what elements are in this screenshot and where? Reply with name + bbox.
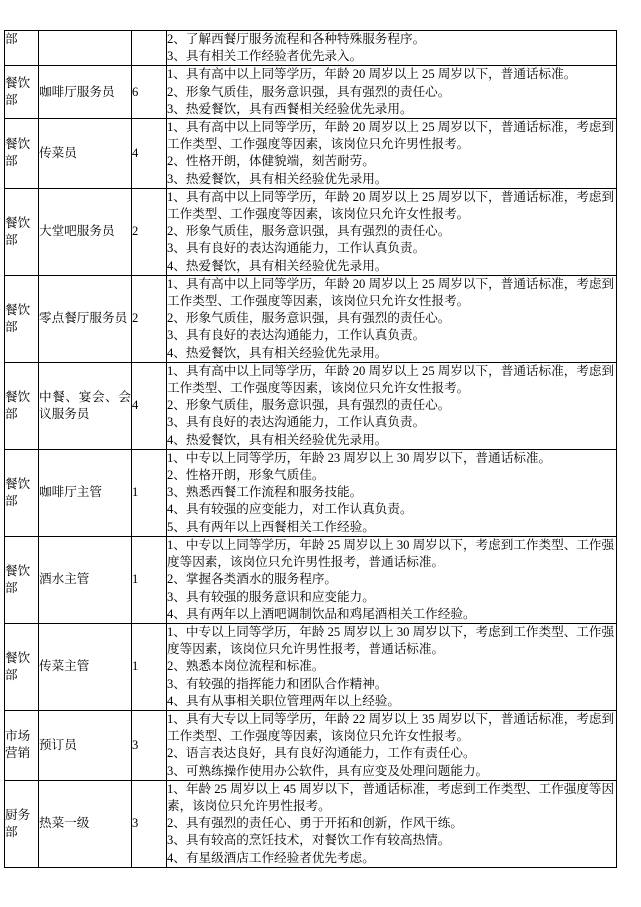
department-cell: 餐饮部 bbox=[5, 449, 39, 536]
department-cell: 餐饮部 bbox=[5, 362, 39, 449]
position-cell: 酒水主管 bbox=[39, 536, 132, 623]
position-cell: 大堂吧服务员 bbox=[39, 188, 132, 275]
department-cell: 餐饮部 bbox=[5, 275, 39, 362]
table-row bbox=[5, 623, 617, 710]
requirement-item: 4、热爱餐饮，具有相关经验优先录用。 bbox=[167, 345, 388, 360]
department-cell: 餐饮部 bbox=[5, 623, 39, 710]
requirements-cell bbox=[167, 536, 617, 623]
requirement-item: 4、有星级酒店工作经验者优先考虑。 bbox=[167, 850, 375, 865]
requirement-item: 3、热爱餐饮，具有相关经验优先录用。 bbox=[167, 171, 388, 186]
requirements-cell bbox=[167, 188, 617, 275]
requirement-item: 1、具有高中以上同等学历，年龄 20 周岁以上 25 周岁以下，普通话标准，考虑到工作类型、工作强度等因素，该岗位只允许女性报考。 bbox=[167, 363, 615, 396]
requirement-item: 4、具有从事相关职位管理两年以上经验。 bbox=[167, 693, 400, 708]
requirement-item: 5、具有两年以上西餐相关工作经验。 bbox=[167, 519, 375, 534]
position-cell: 预订员 bbox=[39, 710, 132, 780]
job-requirements-table bbox=[4, 30, 617, 868]
requirement-item: 2、形象气质佳，服务意识强，具有强烈的责任心。 bbox=[167, 84, 451, 99]
headcount-cell: 6 bbox=[132, 66, 167, 119]
table-row bbox=[5, 536, 617, 623]
requirements-cell bbox=[167, 362, 617, 449]
requirements-cell bbox=[167, 780, 617, 867]
table-row bbox=[5, 188, 617, 275]
position-cell: 咖啡厅服务员 bbox=[39, 66, 132, 119]
headcount-cell bbox=[132, 31, 167, 66]
position-cell: 中餐、宴会、会议服务员 bbox=[39, 362, 132, 449]
table-row bbox=[5, 119, 617, 189]
requirement-item: 4、热爱餐饮，具有相关经验优先录用。 bbox=[167, 432, 388, 447]
requirement-item: 2、熟悉本岗位流程和标准。 bbox=[167, 659, 325, 674]
requirement-item: 3、具有较高的烹饪技术，对餐饮工作有较高热情。 bbox=[167, 833, 451, 848]
requirement-item: 1、年龄 25 周岁以上 45 周岁以下，普通话标准，考虑到工作类型、工作强度等因素，该岗位只允许男性报考。 bbox=[167, 781, 615, 813]
requirements-cell bbox=[167, 66, 617, 119]
department-cell: 市场营销 bbox=[5, 710, 39, 780]
requirement-item: 2、形象气质佳，服务意识强，具有强烈的责任心。 bbox=[167, 398, 451, 413]
requirements-cell bbox=[167, 710, 617, 780]
headcount-cell: 2 bbox=[132, 188, 167, 275]
headcount-cell: 3 bbox=[132, 780, 167, 867]
requirement-item: 2、形象气质佳，服务意识强，具有强烈的责任心。 bbox=[167, 224, 451, 239]
requirement-item: 3、具有良好的表达沟通能力，工作认真负责。 bbox=[167, 415, 426, 430]
requirement-item: 1、具有高中以上同等学历，年龄 20 周岁以上 25 周岁以下，普通话标准。 bbox=[167, 67, 577, 82]
requirement-item: 3、具有良好的表达沟通能力，工作认真负责。 bbox=[167, 241, 426, 256]
department-cell: 餐饮部 bbox=[5, 536, 39, 623]
requirement-item: 1、中专以上同等学历，年龄 25 周岁以上 30 周岁以下，考虑到工作类型、工作强度等因素，该岗位只允许男性报考，普通话标准。 bbox=[167, 624, 615, 657]
requirement-item: 4、热爱餐饮，具有相关经验优先录用。 bbox=[167, 258, 388, 273]
requirement-item: 3、具有相关工作经验者优先录入。 bbox=[167, 49, 363, 64]
position-cell: 咖啡厅主管 bbox=[39, 449, 132, 536]
department-cell: 餐饮部 bbox=[5, 66, 39, 119]
requirement-item: 3、具有良好的表达沟通能力，工作认真负责。 bbox=[167, 328, 426, 343]
headcount-cell: 4 bbox=[132, 362, 167, 449]
department-cell: 餐饮部 bbox=[5, 119, 39, 189]
requirement-item: 3、熟悉西餐工作流程和服务技能。 bbox=[167, 485, 363, 500]
table-row bbox=[5, 275, 617, 362]
table-row bbox=[5, 31, 617, 66]
requirements-cell bbox=[167, 275, 617, 362]
requirements-cell bbox=[167, 119, 617, 189]
requirements-cell bbox=[167, 623, 617, 710]
headcount-cell: 1 bbox=[132, 449, 167, 536]
requirement-item: 4、具有两年以上酒吧调制饮品和鸡尾酒相关工作经验。 bbox=[167, 606, 476, 621]
requirement-item: 2、语言表达良好，具有良好沟通能力，工作有责任心。 bbox=[167, 746, 476, 761]
table-row bbox=[5, 362, 617, 449]
table-row bbox=[5, 449, 617, 536]
headcount-cell: 2 bbox=[132, 275, 167, 362]
requirement-item: 2、掌握各类酒水的服务程序。 bbox=[167, 572, 338, 587]
requirement-item: 4、具有较强的应变能力，对工作认真负责。 bbox=[167, 502, 413, 517]
requirement-item: 3、可熟练操作使用办公软件，具有应变及处理问题能力。 bbox=[167, 763, 489, 778]
department-cell: 餐饮部 bbox=[5, 188, 39, 275]
requirement-item: 1、具有高中以上同等学历，年龄 20 周岁以上 25 周岁以下，普通话标准，考虑到工作类型、工作强度等因素，该岗位只允许男性报考。 bbox=[167, 120, 615, 152]
headcount-cell: 4 bbox=[132, 119, 167, 189]
department-cell: 部 bbox=[5, 31, 39, 66]
headcount-cell: 3 bbox=[132, 710, 167, 780]
requirement-item: 1、中专以上同等学历，年龄 25 周岁以上 30 周岁以下，考虑到工作类型、工作强度等因素，该岗位只允许男性报考，普通话标准。 bbox=[167, 537, 615, 570]
headcount-cell: 1 bbox=[132, 623, 167, 710]
requirement-item: 3、有较强的指挥能力和团队合作精神。 bbox=[167, 676, 388, 691]
requirement-item: 2、具有强烈的责任心、勇于开拓和创新，作风干练。 bbox=[167, 816, 463, 831]
position-cell: 传菜主管 bbox=[39, 623, 132, 710]
requirement-item: 3、具有较强的服务意识和应变能力。 bbox=[167, 589, 375, 604]
requirement-item: 2、了解西餐厅服务流程和各种特殊服务程序。 bbox=[167, 32, 426, 46]
position-cell: 热菜一级 bbox=[39, 780, 132, 867]
requirement-item: 2、性格开朗，体健貌端，刻苦耐劳。 bbox=[167, 154, 375, 169]
requirement-item: 2、形象气质佳，服务意识强，具有强烈的责任心。 bbox=[167, 311, 451, 326]
requirements-cell bbox=[167, 449, 617, 536]
table-row bbox=[5, 66, 617, 119]
requirements-cell bbox=[167, 31, 617, 66]
requirement-item: 1、具有高中以上同等学历，年龄 20 周岁以上 25 周岁以下，普通话标准，考虑到工作类型、工作强度等因素，该岗位只允许女性报考。 bbox=[167, 189, 615, 222]
requirement-item: 1、中专以上同等学历，年龄 23 周岁以上 30 周岁以下，普通话标准。 bbox=[167, 450, 552, 465]
requirement-item: 1、具有高中以上同等学历，年龄 20 周岁以上 25 周岁以下，普通话标准，考虑到工作类型、工作强度等因素，该岗位只允许女性报考。 bbox=[167, 276, 615, 309]
document-page bbox=[4, 30, 616, 868]
position-cell: 零点餐厅服务员 bbox=[39, 275, 132, 362]
department-cell: 厨务部 bbox=[5, 780, 39, 867]
requirement-item: 2、性格开朗，形象气质佳。 bbox=[167, 468, 325, 483]
position-cell bbox=[39, 31, 132, 66]
table-row bbox=[5, 780, 617, 867]
requirement-item: 1、具有大专以上同等学历，年龄 22 周岁以上 35 周岁以下，普通话标准，考虑到工作类型、工作强度等因素，该岗位只允许女性报考。 bbox=[167, 711, 615, 744]
headcount-cell: 1 bbox=[132, 536, 167, 623]
requirement-item: 3、热爱餐饮，具有西餐相关经验优先录用。 bbox=[167, 101, 413, 116]
table-row bbox=[5, 710, 617, 780]
position-cell: 传菜员 bbox=[39, 119, 132, 189]
